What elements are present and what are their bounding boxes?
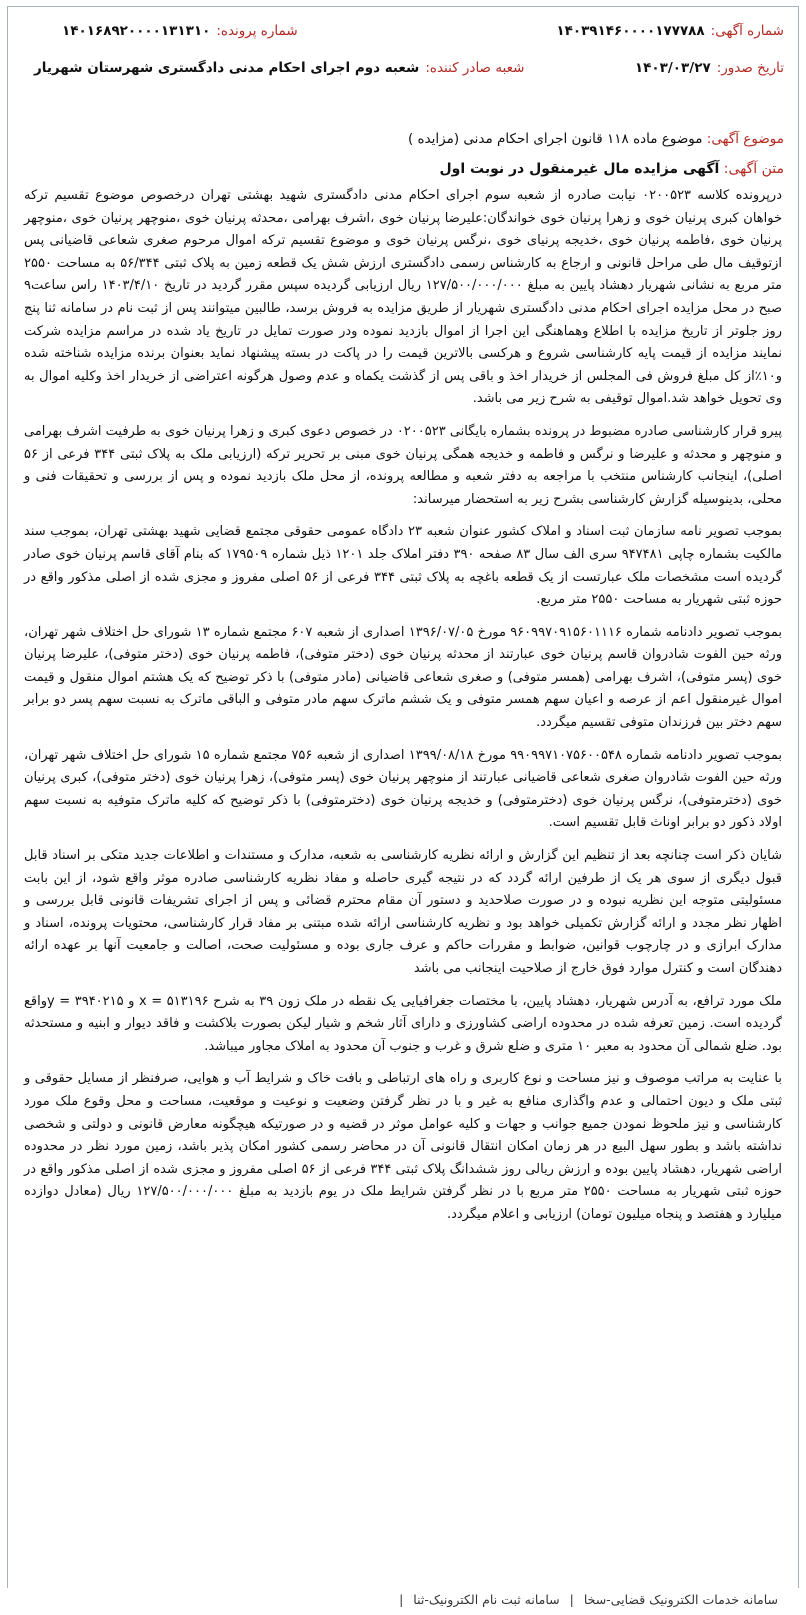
text-heading-value: آگهی مزایده مال غیرمنقول در نوبت اول: [439, 161, 720, 177]
case-number: [62, 23, 298, 39]
ad-number: [556, 23, 784, 39]
topic-label: موضوع آگهی:: [706, 131, 784, 147]
notice-body: [8, 185, 798, 1227]
paragraph-5: بموجب تصویر دادنامه شماره ۹۹۰۹۹۷۱۰۷۵۶۰۰۵۴۸ مورخ ۱۳۹۹/۰۸/۱۸ اصداری از شعبه ۷۵۶ مجتمع شماره ۱۵ شورای حل اختلاف شهر تهران، ورثه حین الفوت شادروان صغری شعاعی قاضیانی عبارتند از منوچهر پرنیان خوی (پسر متوفی)، زهرا پرنیان خوی (دختر متوفی)، کبری پرنیان خوی (دخترمتوفی)، نرگس پرنیان خوی (دخترمتوفی) و خدیجه پرنیان خوی (دخترمتوفی) با ذکر توضیح که کلیه ماترک متوفیه به نسبت سهم اولاد ذکور دو برابر اوناث قابل تقسیم است.: [24, 747, 782, 831]
header-row-1: [22, 23, 784, 39]
issue-date: [635, 60, 784, 76]
notice-topic: [8, 131, 798, 147]
paragraph-6: شایان ذکر است چنانچه بعد از تنظیم این گزارش و ارائه نظریه کارشناسی به شعبه، مدارک و مستندات و اطلاعات جدید متکی بر اسناد قابل قبول دیگری از سوی هر یک از طرفین ارائه گردد که در نتیجه گیری حاصله و مفاد نظریه کارشناسی صادره موثر واقع شود، از این بابت مسئولیتی متوجه این نظریه نبوده و در صورت صلاحدید و دستور آن مقام محترم قضائی و پس از اجرای تشریفات قانونی قابل بررسی و اظهار نظر مجدد و ارائه گزارش تکمیلی خواهد بود و نظریه کارشناسی ارائه شده مبتنی بر مفاد قرار کارشناسی، محتویات پرونده، اسناد و مدارک ابرازی و در چارچوب قوانین، ضوابط و مقررات حاکم و عرف جاری بوده و مسئولیت صحت، اصالت و جامعیت آنها بر عهده ارائه دهندگان است و کنترل موارد فوق خارج از صلاحیت اینجانب می باشد: [24, 848, 782, 976]
paragraph-3: بموجب تصویر نامه سازمان ثبت اسناد و املاک کشور عنوان شعبه ۲۳ دادگاه عمومی حقوقی مجتمع قضایی شهید بهشتی تهران، بموجب سند مالکیت بشماره چاپی ۹۴۷۴۸۱ سری الف سال ۸۳ صفحه ۳۹۰ دفتر املاک جلد ۱۲۰۱ ذیل شماره ۱۷۹۵۰۹ که بنام آقای قاسم پرنیان خوی صادر گردیده است مشخصات ملک عبارتست از یک قطعه باغچه به پلاک ثبتی ۳۴۴ فرعی از ۵۶ اصلی مفروز و مجزی شده از اصلی مذکور واقع در حوزه ثبتی شهریار به مساحت ۲۵۵۰ متر مربع.: [24, 524, 782, 608]
paragraph-2: پیرو قرار کارشناسی صادره مضبوط در پرونده بشماره بایگانی ۰۲۰۰۵۲۳ در خصوص دعوی کبری و زهرا پرنیان خوی به طرفیت اشرف بهرامی و منوچهر و محدثه و علیرضا و نرگس و فاطمه و خدیجه همگی پرنیان خوی مبنی بر تحریر ترکه (ارزیابی ملک به پلاک ثبتی ۳۴۴ فرعی از ۵۶ اصلی)، اینجانب کارشناس منتخب با مراجعه به دفتر شعبه و مطالعه پرونده، از محل ملک بازدید نموده و پس از بررسی و تحقیقات فنی و محلی، بدینوسیله گزارش کارشناسی بشرح زیر به استحضار میرساند:: [24, 423, 782, 507]
notice-header: [8, 7, 798, 119]
case-number-value: ۱۴۰۱۶۸۹۲۰۰۰۰۱۳۱۳۱۰: [62, 23, 211, 39]
footer-separator-end: |: [399, 1592, 404, 1607]
ad-number-value: ۱۴۰۳۹۱۴۶۰۰۰۰۱۷۷۷۸۸: [556, 23, 705, 39]
case-number-label: شماره پرونده:: [216, 23, 298, 39]
footer-separator: |: [569, 1592, 574, 1607]
issue-date-label: تاریخ صدور:: [716, 60, 784, 76]
paragraph-1: درپرونده کلاسه ۰۲۰۰۵۲۳ نیابت صادره از شعبه سوم اجرای احکام مدنی دادگستری شهید بهشتی تهران درخصوص موضوع تقسیم ترکه خواهان کبری پرنیان خوی و زهرا پرنیان خوی خواندگان:علیرضا پرنیان خوی ،اشرف بهرامی ،محدثه پرنیان خوی ،منوچهر پرنیان خوی ،منوچهر پرنیان خوی ،فاطمه پرنیان خوی ،خدیجه پرنیای خوی ،نرگس پرنیان خوی و موضوع تقسیم ترکه اموال مرحوم صغری شعاعی قاضیانی پس ازتوقیف مال طی مراحل قانونی و ارجاع به کارشناس رسمی دادگستری ارزش شش یک قطعه زمین به پلاک ثبتی ۵۶/۳۴۴ به مساحت ۲۵۵۰ متر مربع به نشانی شهریار دهشاد پایین به مبلغ ۱۲۷/۵۰۰/۰۰۰/۰۰۰ ریال ارزیابی گردیده سپس مقرر گردید در تاریخ ۱۴۰۳/۴/۱۰ راس ساعت۹ صبح در محل مزایده اجرای احکام مدنی دادگستری شهریار از طریق مزایده به فروش برسد، طالبین میتوانند پس از ثبت نام در سامانه ثنا پنج روز جلوتر از تاریخ مزایده با اطلاع وهماهنگی این اجرا از اموال بازدید نموده ودر صورت تمایل در تاریخ یاد شده در مراسم مزایده شرکت نمایند مزایده از قیمت پایه کارشناسی شروع و هرکسی بالاترین قیمت را در پاکت در بسته پیشنهاد نماید بعنوان برنده مزایده شناخته شده و۱۰٪از کل مبلغ فروش فی المجلس از خریدار اخذ و باقی پس از گذشت یکماه و عدم وصول هرگونه اعتراضی از خریدار اخذ وکلیه اموال به وی تحویل خواهد شد.اموال توقیفی به شرح زیر می باشد.: [24, 188, 782, 407]
issuing-branch-value: شعبه دوم اجرای احکام مدنی دادگستری شهرستان شهریار: [34, 60, 420, 76]
issuing-branch: [34, 60, 524, 76]
topic-value: موضوع ماده ۱۱۸ قانون اجرای احکام مدنی (مزایده ): [407, 131, 703, 147]
header-row-2: [22, 60, 784, 76]
footer-link-sana[interactable]: سامانه ثبت نام الکترونیک-ثنا: [413, 1592, 560, 1607]
paragraph-7: ملک مورد ترافع، به آدرس شهریار، دهشاد پایین، با مختصات جغرافیایی یک نقطه در ملک زون ۳۹ به شرح ۵۱۳۱۹۶ = x و ۳۹۴۰۲۱۵ = yواقع گردیده است. زمین تعرفه شده در محدوده اراضی کشاورزی و دارای آثار شخم و شیار لیکن بصورت بلاکشت و فاقد دیوار و ابنیه و مستحدثه بود. ضلع شمالی آن محدود به معبر ۱۰ متری و ضلع شرق و غرب و جنوب آن محدود به املاک مجاور میباشد.: [24, 993, 782, 1054]
ad-number-label: شماره آگهی:: [710, 23, 784, 39]
notice-text-heading: [8, 161, 798, 177]
paragraph-8: با عنایت به مراتب موصوف و نیز مساحت و نوع کاربری و راه های ارتباطی و بافت خاک و شرایط آب و هوایی، صرفنظر از مسایل حقوقی و ثبتی ملک و دیون احتمالی و عدم واگذاری منافع به غیر و با در نظر گرفتن وضعیت و نوعیت و موقعیت، مساحت و محل وقوع ملک مورد کارشناسی و نیز ملحوظ نمودن جمیع جوانب و جهات و کلیه عوامل موثر در قضیه و در صورتیکه هیچگونه معارض قانونی و دولتی و شخصی نداشته باشد و بطور سهل البیع در هر زمان امکان انتقال قانونی آن در محاضر رسمی کشور امکان پذیر باشد، زمین مورد نظر در محدوده اراضی شهریار، دهشاد پایین بوده و ارزش ریالی روز ششدانگ پلاک ثبتی ۳۴۴ فرعی از ۵۶ اصلی مفروز و مجزی شده از اصلی مذکور واقع در حوزه ثبتی شهریار به مساحت ۲۵۵۰ متر مربع با در نظر گرفتن شرایط ملک در یوم بازدید به مبلغ ۱۲۷/۵۰۰/۰۰۰/۰۰۰ ریال (معادل دوازده میلیارد و هفتصد و پنجاه میلیون تومان) ارزیابی و اعلام میگردد.: [24, 1071, 782, 1222]
issue-date-value: ۱۴۰۳/۰۳/۲۷: [634, 60, 711, 76]
text-heading-label: متن آگهی:: [723, 161, 784, 177]
footer-links: [8, 1587, 798, 1613]
issuing-branch-label: شعبه صادر کننده:: [425, 60, 525, 76]
notice-document: [7, 6, 799, 1607]
footer-link-sakha[interactable]: سامانه خدمات الکترونیک قضایی-سخا: [583, 1592, 778, 1607]
paragraph-4: بموجب تصویر دادنامه شماره ۹۶۰۹۹۷۰۹۱۵۶۰۱۱۱۶ مورخ ۱۳۹۶/۰۷/۰۵ اصداری از شعبه ۶۰۷ مجتمع شماره ۱۳ شورای حل اختلاف شهر تهران، ورثه حین الفوت شادروان قاسم پرنیان خوی عبارتند از محدثه پرنیان خوی (دختر متوفی)، فاطمه پرنیان خوی (دختر متوفی)، علیرضا پرنیان خوی (پسر متوفی)، اشرف بهرامی (همسر متوفی) و صغری شعاعی قاضیانی (مادر متوفی) با ذکر توضیح که یک هشتم اموال منقول و قیمت اموال غیرمنقول اعم از عرصه و اعیان سهم همسر متوفی و یک ششم ماترک سهم مادر متوفی و الباقی ماترک به نسبت سهم پسر دو برابر سهم دختر بین فرزندان متوفی تقسیم میگردد.: [24, 624, 782, 731]
